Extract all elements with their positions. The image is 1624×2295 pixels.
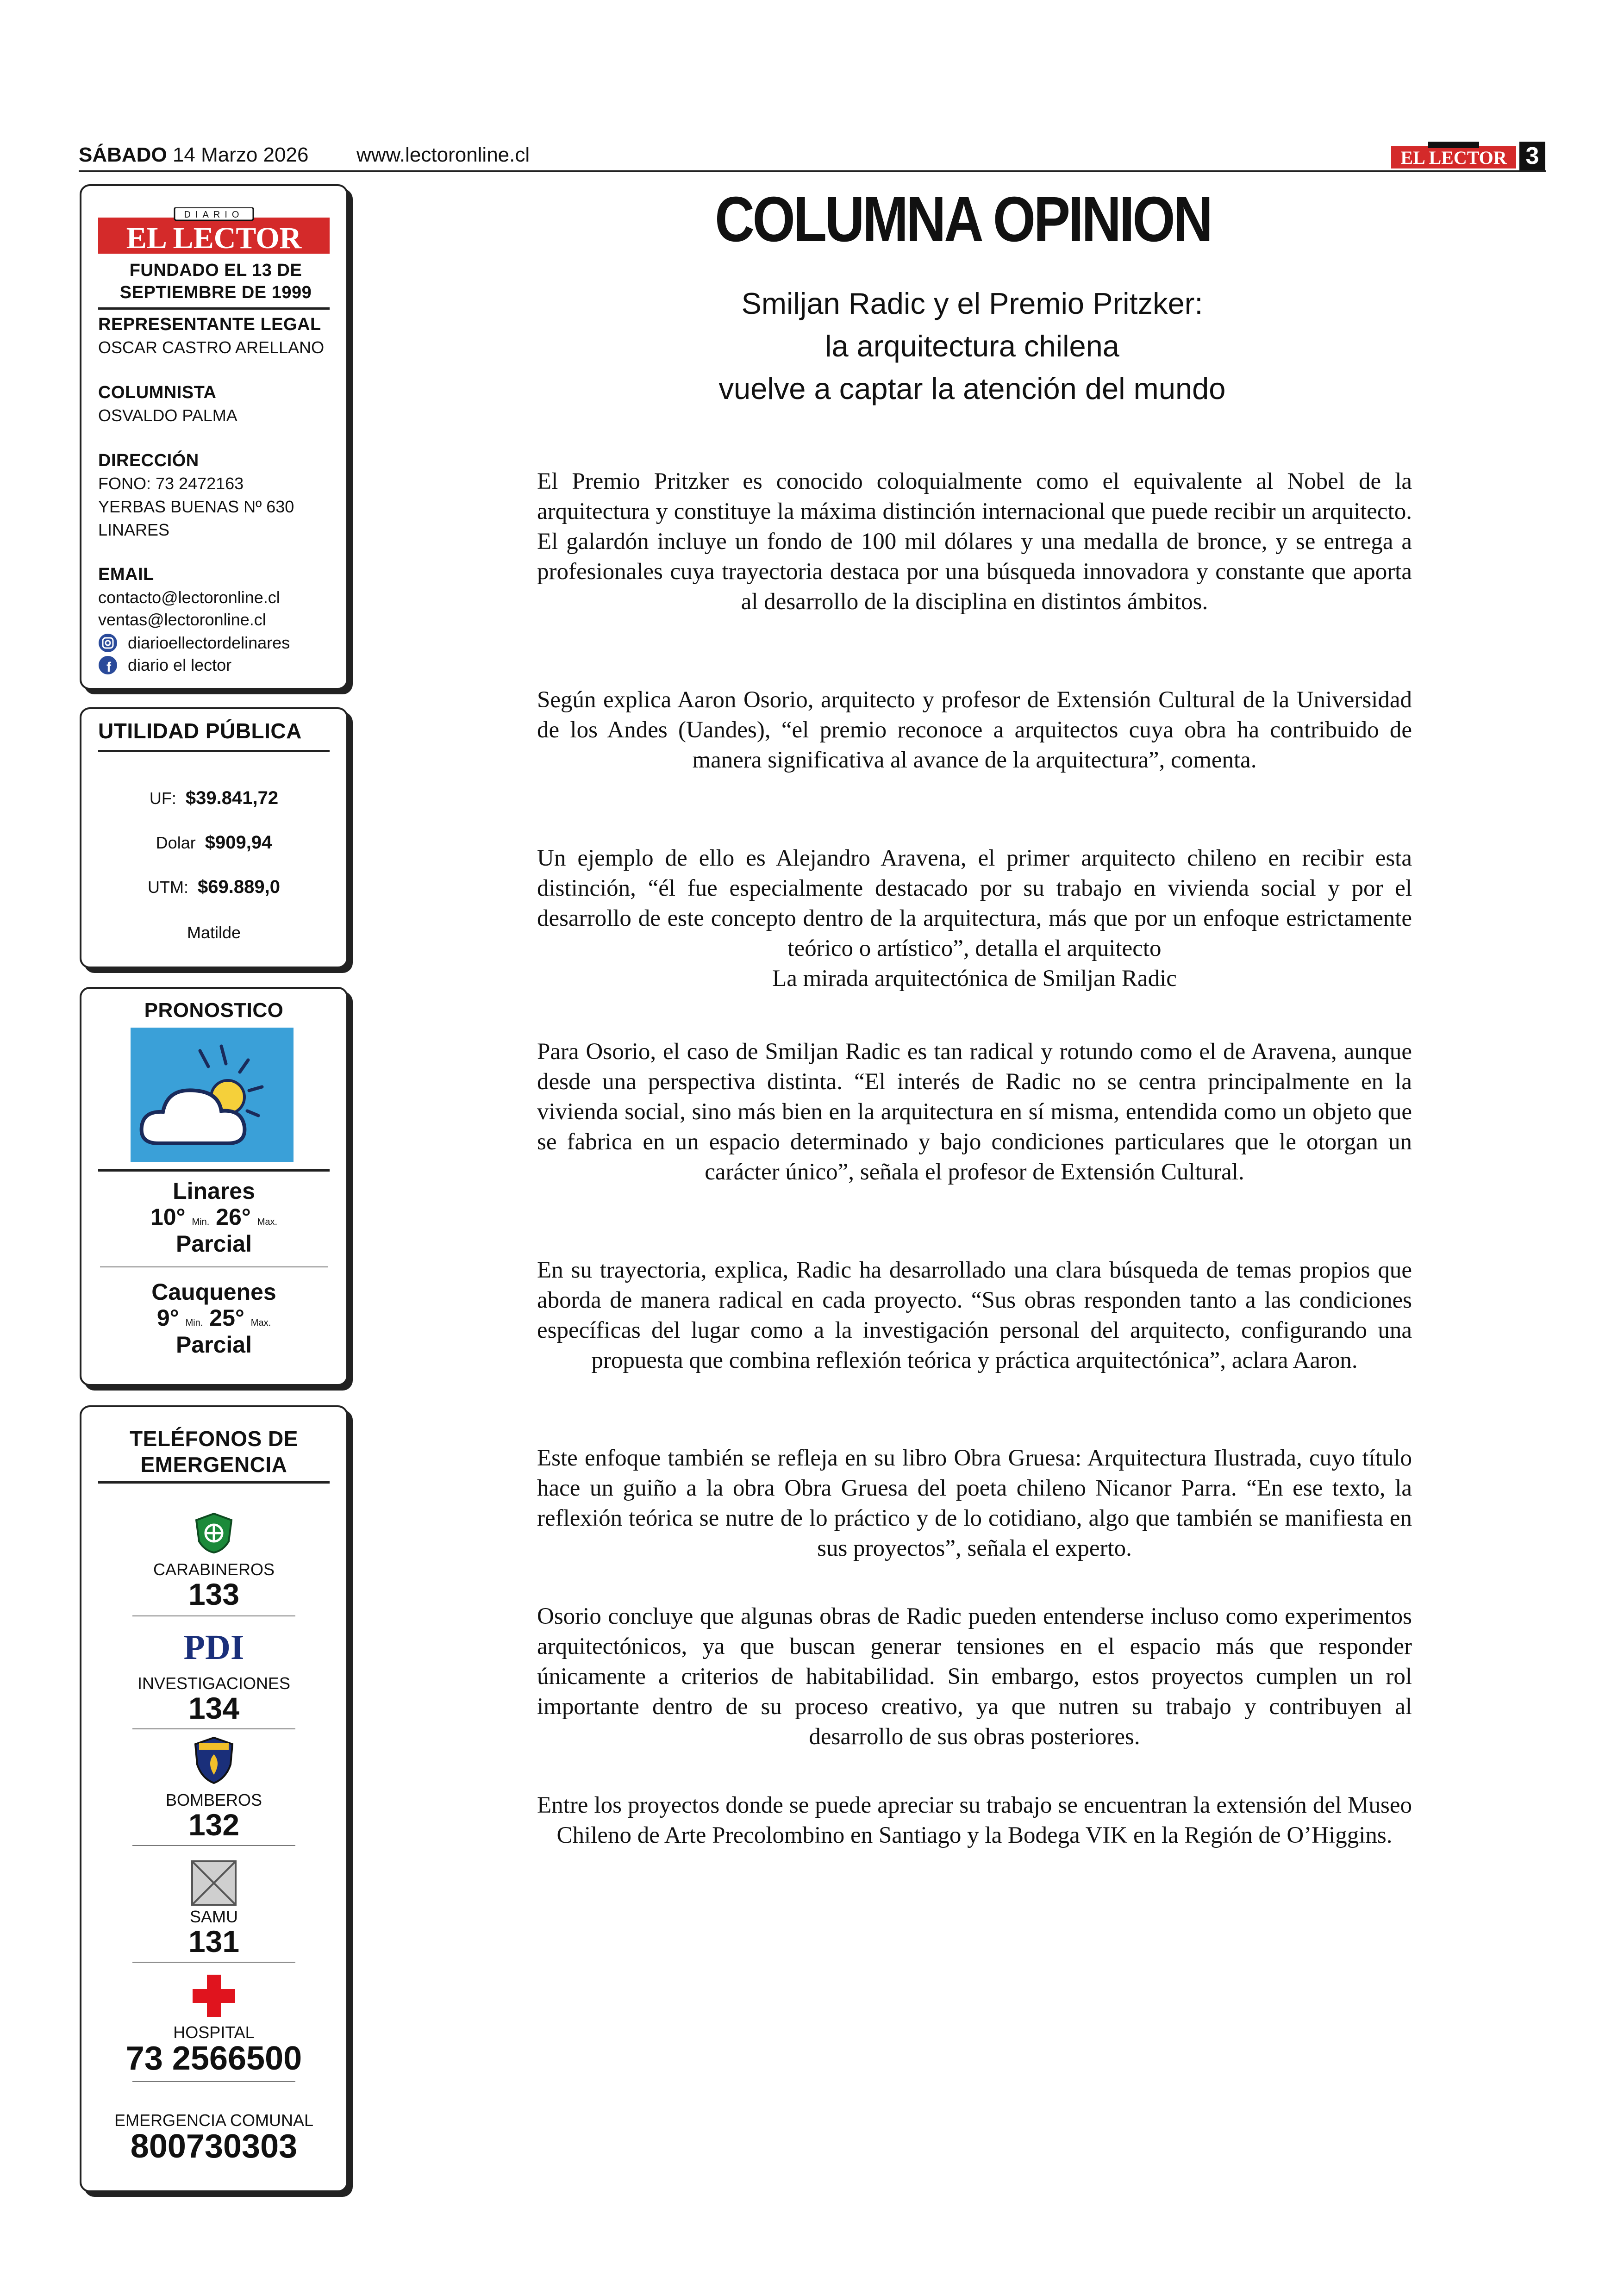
paragraph-4: Para Osorio, el caso de Smiljan Radic es tan radical y rotundo como el de Aravena, aunque desde una perspectiva distinta. “El interés de Radic no se centra principalmente en la vivienda social, sino más bien en la arquitectura en sí misma, entendida como un objeto que se fabrica en un espacio determinado y bajo condiciones particulares que le otorgan un carácter único”, señala el profesor de Extensión Cultural. — [537, 1039, 1412, 1185]
utm-row — [81, 877, 346, 898]
paragraph-5: En su trayectoria, explica, Radic ha desarrollado una clara búsqueda de temas propios que aborda de manera radical en cada proyecto. “Sus obras responden tanto a las condiciones específicas del lugar como a la investigación personal del arquitecto, configurando una propuesta que combina reflexión teórica y práctica arquitectónica”, aclara Aaron. — [537, 1257, 1412, 1373]
masthead-logo-small: DIARIO — [184, 210, 244, 220]
city: LINARES — [98, 520, 170, 539]
paragraph-1: El Premio Pritzker es conocido coloquialmente como el equivalente al Nobel de la arquitectura y constituye la máxima distinción internacional que puede recibir un arquitecto. El galardón incluye un fondo de 100 mil dólares y una medalla de bronce, y se entrega a profesionales cuya trayectoria destaca por una búsqueda innovadora y constante que aporta al desarrollo de la disciplina en distintos ámbitos. — [537, 468, 1412, 615]
facebook-handle[interactable]: diario el lector — [128, 655, 232, 674]
utility-title: UTILIDAD PÚBLICA — [98, 719, 302, 743]
carabineros-icon — [193, 1512, 235, 1554]
email-sales[interactable]: ventas@lectoronline.cl — [98, 610, 266, 629]
forecast-divider — [100, 1266, 328, 1267]
legal-label: REPRESENTANTE LEGAL — [98, 315, 321, 334]
emergency-divider-1 — [132, 1615, 295, 1616]
city1-min-label: Min. — [192, 1217, 210, 1227]
header-website[interactable]: www.lectoronline.cl — [356, 143, 530, 166]
section-title: COLUMNA OPINION — [715, 184, 1211, 255]
uf-label: UF: — [149, 789, 176, 808]
city1-name: Linares — [173, 1178, 255, 1204]
forecast-rule — [98, 1169, 330, 1172]
instagram-handle[interactable]: diarioellectordelinares — [128, 633, 290, 652]
city1-temps — [81, 1204, 346, 1230]
masthead-box — [80, 184, 348, 690]
city2-min: 9° — [156, 1305, 179, 1331]
utm-label: UTM: — [148, 878, 188, 897]
dolar-value: $909,94 — [205, 832, 272, 853]
emergency-divider-4 — [132, 1962, 295, 1963]
samu-label: SAMU — [189, 1907, 238, 1926]
comunal-label: EMERGENCIA COMUNAL — [114, 2111, 314, 2130]
utm-value: $69.889,0 — [198, 877, 280, 897]
founded-text: FUNDADO EL 13 DE SEPTIEMBRE DE 1999 — [119, 261, 312, 302]
bomberos-icon — [191, 1735, 237, 1786]
city2-name: Cauquenes — [151, 1279, 276, 1305]
city1-condition: Parcial — [175, 1231, 252, 1257]
city1-min: 10° — [150, 1204, 186, 1230]
columnist-label: COLUMNISTA — [98, 383, 217, 402]
article-headline — [620, 282, 1324, 410]
carabineros-number[interactable]: 133 — [188, 1577, 240, 1611]
city2-temps — [81, 1304, 346, 1331]
pdi-logo-icon: PDI — [183, 1628, 244, 1667]
masthead-rule — [98, 307, 330, 310]
email-contact[interactable]: contacto@lectoronline.cl — [98, 588, 280, 607]
phone: FONO: 73 2472163 — [98, 474, 244, 493]
pdi-number[interactable]: 134 — [188, 1691, 240, 1725]
address-label: DIRECCIÓN — [98, 451, 199, 470]
uf-value: $39.841,72 — [185, 788, 279, 808]
emergency-box — [80, 1405, 348, 2192]
hospital-cross-icon — [191, 1973, 237, 2019]
dolar-row — [81, 832, 346, 853]
uf-row — [81, 788, 346, 809]
header-date-text: 14 Marzo 2026 — [172, 143, 309, 166]
comunal-number[interactable]: 800730303 — [130, 2128, 298, 2165]
bomberos-number[interactable]: 132 — [188, 1808, 240, 1842]
forecast-box — [80, 987, 348, 1386]
street: YERBAS BUENAS Nº 630 — [98, 497, 294, 516]
page-number: 3 — [1519, 142, 1545, 170]
pdi-label: INVESTIGACIONES — [137, 1674, 291, 1693]
facebook-icon — [98, 655, 118, 675]
hospital-number[interactable]: 73 2566500 — [125, 2040, 302, 2077]
emergency-divider-5 — [132, 2081, 295, 2082]
article-subhead: La mirada arquitectónica de Smiljan Radic — [772, 966, 1177, 992]
header-logo-text: EL LECTOR — [1400, 147, 1507, 168]
header-logo — [1391, 142, 1516, 168]
paragraph-7: Osorio concluye que algunas obras de Radic pueden entenderse incluso como experimentos arquitectónicos, ya que buscan generar tensiones en el espacio más que responder únicamente a criterios de habitabilidad. Sin embargo, estos proyectos cumplen un rol importante dentro de su proceso creativo, ya que nutren su trabajo y contribuyen al desarrollo de sus obras posteriores. — [537, 1603, 1412, 1750]
svg-text:f: f — [106, 660, 111, 675]
dolar-label: Dolar — [156, 833, 196, 852]
samu-icon — [191, 1860, 237, 1906]
paragraph-8: Entre los proyectos donde se puede apreciar su trabajo se encuentran la extensión del Museo Chileno de Arte Precolombino en Santiago y la Bodega VIK en la Región de O’Higgins. — [537, 1792, 1412, 1848]
samu-number[interactable]: 131 — [188, 1924, 240, 1958]
paragraph-3: Un ejemplo de ello es Alejandro Aravena, el primer arquitecto chileno en recibir esta distinción, “él fue especialmente destacado por su trabajo en vivienda social y por el desarrollo de este concepto dentro de la arquitectura, más que por un enfoque estrictamente teórico o artístico”, detalla el arquitecto — [537, 845, 1412, 961]
emergency-title: TELÉFONOS DE EMERGENCIA — [130, 1427, 298, 1477]
instagram-icon — [98, 633, 118, 653]
partly-cloudy-icon — [131, 1028, 294, 1162]
paragraph-6: Este enfoque también se refleja en su libro Obra Gruesa: Arquitectura Ilustrada, cuyo título hace un guiño a la obra Obra Gruesa del poeta chileno Nicanor Parra. “En ese texto, la reflexión teórica se nutre de lo práctico y de lo cotidiano, algo que también se manifiesta en sus proyectos”, señala el experto. — [537, 1445, 1412, 1561]
header-rule — [79, 170, 1546, 172]
city1-max: 26° — [216, 1204, 251, 1230]
saint-of-day: Matilde — [187, 923, 241, 942]
forecast-title: PRONOSTICO — [144, 999, 284, 1022]
paragraph-2: Según explica Aaron Osorio, arquitecto y profesor de Extensión Cultural de la Universidad de los Andes (Uandes), “el premio reconoce a arquitectos cuya obra ha contribuido de manera significativa al avance de la arquitectura”, comenta. — [537, 687, 1412, 773]
utility-rule — [98, 750, 330, 752]
city2-condition: Parcial — [175, 1332, 252, 1358]
legal-name: OSCAR CASTRO ARELLANO — [98, 338, 325, 357]
city2-max: 25° — [209, 1305, 244, 1331]
headline-line-1: Smiljan Radic y el Premio Pritzker: — [741, 287, 1203, 320]
utility-box — [80, 707, 348, 968]
city2-min-label: Min. — [185, 1318, 203, 1328]
headline-line-2: la arquitectura chilena — [825, 329, 1119, 363]
city2-max-label: Max. — [250, 1318, 271, 1328]
header-date — [79, 143, 308, 167]
masthead-logo — [98, 207, 330, 254]
emergency-divider-3 — [132, 1845, 295, 1846]
email-label: EMAIL — [98, 565, 154, 584]
hospital-label: HOSPITAL — [173, 2023, 255, 2042]
carabineros-label: CARABINEROS — [153, 1560, 275, 1579]
bomberos-label: BOMBEROS — [165, 1790, 262, 1809]
emergency-divider-2 — [132, 1728, 295, 1729]
headline-line-3: vuelve a captar la atención del mundo — [718, 372, 1226, 405]
columnist-name: OSVALDO PALMA — [98, 406, 237, 425]
header-day: SÁBADO — [79, 143, 167, 166]
masthead-logo-main: EL LECTOR — [126, 221, 302, 254]
city1-max-label: Max. — [257, 1217, 278, 1227]
emergency-rule — [98, 1481, 330, 1484]
